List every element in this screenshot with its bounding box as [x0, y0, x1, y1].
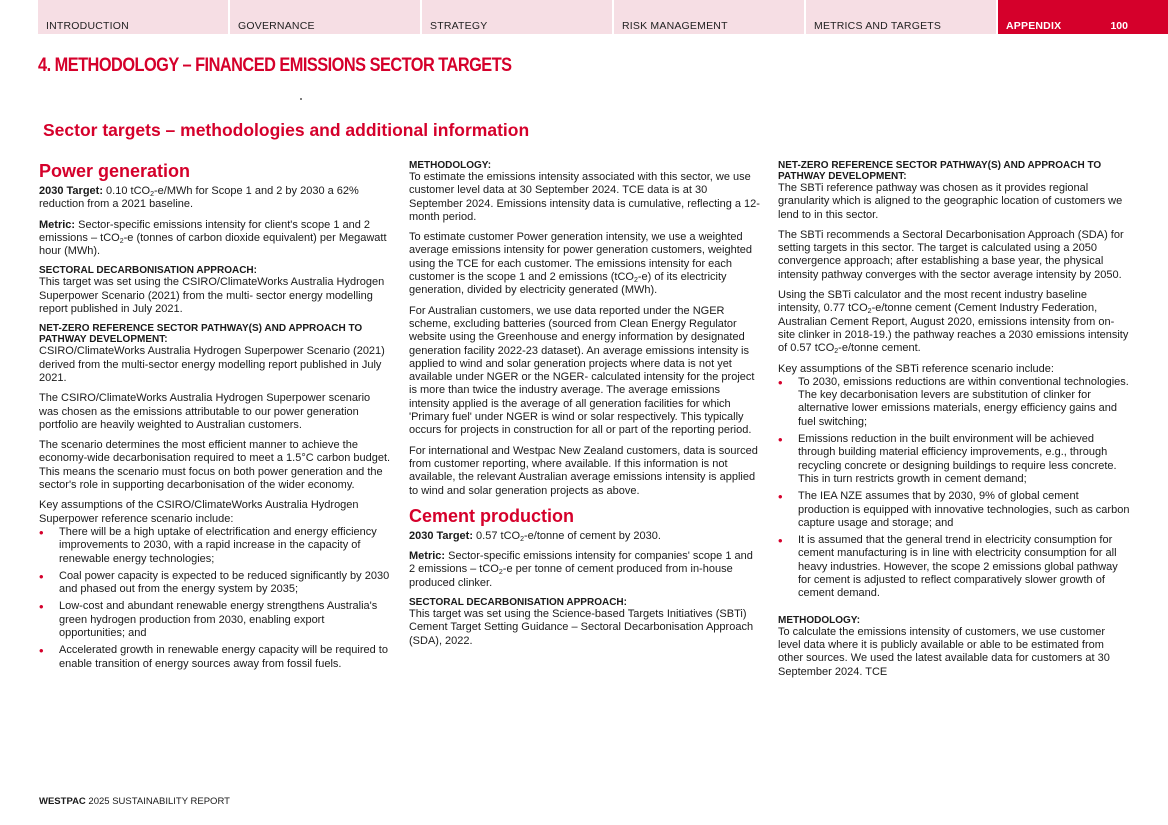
tab-metrics-and-targets[interactable] [806, 0, 998, 34]
tab-label: STRATEGY [430, 20, 488, 32]
cement-sbti-text: The SBTi recommends a Sectoral Decarbonisation Approach (SDA) for setting targets in this sector. The target is calculated using a 2050 convergence approach; after establishing a base year, the physical intensity pathway converges with the sector average intensity by 2050. [778, 228, 1124, 281]
list-item: • Emissions reduction in the built environment will be achieved through building material efficiency improvements, e.g., through recycling concrete or designing buildings to require less concrete. This in turn restricts growth in cement demand; [778, 433, 1130, 486]
tab-introduction[interactable] [38, 0, 230, 34]
page-title: 4. METHODOLOGY – FINANCED EMISSIONS SECTOR TARGETS [38, 55, 512, 76]
power-nz-heading: NET-ZERO REFERENCE SECTOR PATHWAY(S) AND APPROACH TO PATHWAY DEVELOPMENT: [39, 323, 363, 346]
cement-sda-text: This target was set using the Science-based Targets Initiatives (SBTi) Cement Target Setting Guidance – Sectoral Decarbonisation Approach (SDA), 2022. [409, 608, 754, 647]
power-sda-heading: SECTORAL DECARBONISATION APPROACH: [39, 265, 257, 277]
cement-nz-heading: NET-ZERO REFERENCE SECTOR PATHWAY(S) AND APPROACH TO PATHWAY DEVELOPMENT: [778, 160, 1102, 182]
footer-brand: WESTPAC [39, 796, 86, 807]
tab-governance[interactable] [230, 0, 422, 34]
list-item: • It is assumed that the general trend in electricity consumption for cement manufacturing is in line with electricity consumption for all heavy industries. However, the scope 2 emissions global pathway for cement is adjusted to reflect comparatively slower growth of cement demand. [778, 534, 1130, 600]
tab-appendix[interactable] [998, 0, 1168, 34]
power-assumptions-list [39, 526, 391, 671]
tab-label: RISK MANAGEMENT [622, 20, 728, 32]
power-international-text: For international and Westpac New Zealand customers, data is sourced from customer reporting, where available. If this information is not available, the relevant Australian average emissions intensity is applied to wind and solar generation projects as above. [409, 444, 758, 497]
tab-label: METRICS AND TARGETS [814, 20, 942, 32]
power-scenario-text: The scenario determines the most efficient manner to achieve the economy-wide decarbonisation required to meet a 1.5°C carbon budget. This means the scenario must focus on both power generation and the sector's role in supporting decarbonisation of the wider economy. [39, 439, 391, 492]
power-metric: Metric: Sector-specific emissions intensity for client's scope 1 and 2 emissions – tCO$_2$-e (tonnes of carbon dioxide equivalent) per Megawatt hour (MWh). [39, 218, 387, 258]
tab-label: INTRODUCTION [46, 20, 129, 32]
list-item: • The IEA NZE assumes that by 2030, 9% of global cement production is equipped with innovative technologies, such as carbon capture usage and storage; and [778, 490, 1130, 530]
stray-dot [300, 98, 302, 100]
power-australian-text: For Australian customers, we use data reported under the NGER scheme, excluding batteries (sourced from Clean Energy Regulator website using the Greenhouse and energy information by designated generation facility 2022-23 dataset). An average emissions intensity is applied to wind and solar generation projects where data is not yet available under NGER or the NGER- calculated intensity for the project is more than twice the industry average. The average emissions intensity applied is the average of all generation facilities for which 'Primary fuel' under NGER is wind or solar respectively. This typically occurs for projects in construction for all or part of the reporting period. [409, 304, 755, 437]
list-item: • Coal power capacity is expected to be reduced significantly by 2030 and phased out from the energy system by 2035; [39, 570, 391, 597]
power-chosen-text: The CSIRO/ClimateWorks Australia Hydrogen Superpower scenario was chosen as the emissions attributable to our power generation portfolio are heavily weighted to Australian customers. [39, 392, 371, 431]
cement-assumptions-list [778, 376, 1130, 601]
cement-methodology-heading: METHODOLOGY: [778, 614, 861, 626]
cement-methodology-text: To calculate the emissions intensity of customers, we use customer level data where it is publicly available or able to be estimated from other sources. We used the latest available data for customers at 30 September 2024. TCE [778, 625, 1110, 678]
cement-calculator-text: Using the SBTi calculator and the most recent industry baseline intensity, 0.77 tCO$_2$-e/tonne cement (Cement Industry Federation, Australian Cement Report, August 2020, emissions intensity from on-site clinker in 2018-19.) the pathway reaches a 2030 emissions intensity of 0.57 tCO$_2$-e/tonne cement. [778, 289, 1129, 356]
power-nz-text: CSIRO/ClimateWorks Australia Hydrogen Superpower Scenario (2021) derived from the multi-sector energy modelling report published in July 2021. [39, 345, 385, 384]
section-heading: Sector targets – methodologies and additional information [43, 120, 530, 140]
cement-sda-heading: SECTORAL DECARBONISATION APPROACH: [409, 597, 627, 609]
top-navigation [38, 0, 1168, 34]
power-methodology-heading: METHODOLOGY: [409, 160, 492, 171]
power-methodology-text: To estimate the emissions intensity associated with this sector, we use customer level data at 30 September 2024. TCE data is at 30 September 2024. Emissions intensity data is cumulative, reflecting a 12-month period. [409, 171, 760, 223]
column-3 [778, 160, 1130, 686]
power-generation-heading: Power generation [39, 161, 191, 181]
list-item: • Low-cost and abundant renewable energy strengthens Australia's green hydrogen production from 2030, enabling export opportunities; and [39, 600, 391, 640]
footer-report-title: 2025 SUSTAINABILITY REPORT [85, 796, 230, 807]
cement-nz-text: The SBTi reference pathway was chosen as it provides regional granularity which is aligned to the geographic location of customers we lend to in this sector. [778, 182, 1123, 221]
column-1 [39, 160, 391, 677]
page-number: 100 [1110, 20, 1128, 32]
tab-strategy[interactable] [422, 0, 614, 34]
cement-metric: Metric: Sector-specific emissions intensity for companies' scope 1 and 2 emissions – tCO$_2$-e per tonne of cement produced from in-house produced clinker. [409, 550, 753, 589]
power-sda-text: This target was set using the CSIRO/ClimateWorks Australia Hydrogen Superpower Scenario (2021) from the multi- sector energy modelling report published in July 2021. [39, 276, 385, 316]
list-item: • To 2030, emissions reductions are within conventional technologies. The key decarbonisation levers are substitution of clinker for alternative lower emissions materials, energy efficiency gains and fuel switching; [778, 376, 1130, 429]
column-2 [409, 160, 761, 655]
tab-label: GOVERNANCE [238, 20, 315, 32]
cement-target: 2030 Target: 0.57 tCO$_2$-e/tonne of cement by 2030. [409, 529, 661, 543]
footer [39, 796, 230, 807]
list-item: • Accelerated growth in renewable energy capacity will be required to enable transition of energy sources away from fossil fuels. [39, 644, 391, 671]
tab-label: APPENDIX [1006, 20, 1062, 32]
tab-risk-management[interactable] [614, 0, 806, 34]
power-target: 2030 Target: 0.10 tCO$_2$-e/MWh for Scope 1 and 2 by 2030 a 62% reduction from a 2021 baseline. [39, 185, 359, 211]
power-key-assumptions: Key assumptions of the CSIRO/ClimateWorks Australia Hydrogen Superpower reference scenario include: [39, 499, 359, 525]
cement-key-assumptions: Key assumptions of the SBTi reference scenario include: [778, 362, 1054, 375]
list-item: • There will be a high uptake of electrification and energy efficiency improvements to 2030, with a rapid increase in the capacity of renewable energy technologies; [39, 526, 391, 566]
cement-production-heading: Cement production [409, 505, 574, 526]
power-estimate-text: To estimate customer Power generation intensity, we use a weighted average emissions intensity for power generation customers, weighted using the TCE for each customer. The emissions intensity for each customer is the scope 1 and 2 emissions (tCO$_2$-e) of its electricity generation, divided by electricity generated (MWh). [409, 231, 753, 297]
